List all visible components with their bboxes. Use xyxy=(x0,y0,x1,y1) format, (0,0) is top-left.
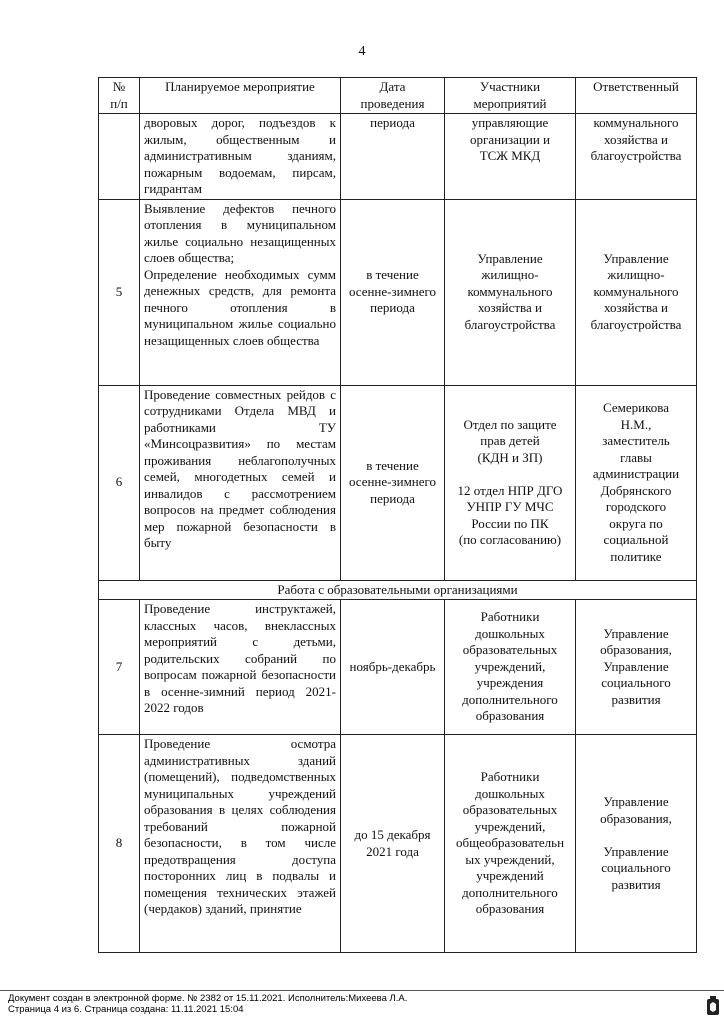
row-participants: Управление жилищно- коммунального хозяйства и благоустройства xyxy=(445,199,576,385)
footer-divider xyxy=(0,990,724,991)
row-participants: Работники дошкольных образовательных учреждений, общеобразовательн ых учреждений, учреждений дополнительного образования xyxy=(445,735,576,953)
row-event: Проведение осмотра административных зданий (помещений), подведомственных муниципальных учреждений образования в целях соблюдения требований пожарной безопасности, в том числе предотвращения доступа посторонних лиц в подвалы и помещения технических этажей (чердаков) зданий, принятие xyxy=(140,735,341,953)
row-participants: Отдел по защите прав детей (КДН и ЗП) 12 отдел НПР ДГО УНПР ГУ МЧС России по ПК (по согласованию) xyxy=(445,385,576,580)
header-date: Дата проведения xyxy=(341,78,445,114)
row-number: 8 xyxy=(99,735,140,953)
row-date: ноябрь-декабрь xyxy=(341,600,445,735)
row-participants: Работники дошкольных образовательных учреждений, учреждения дополнительного образования xyxy=(445,600,576,735)
coat-of-arms-icon xyxy=(706,995,720,1017)
row-date: до 15 декабря 2021 года xyxy=(341,735,445,953)
row-number xyxy=(99,114,140,200)
row-date: периода xyxy=(341,114,445,200)
events-table xyxy=(98,77,697,953)
row-responsible: коммунального хозяйства и благоустройства xyxy=(576,114,697,200)
table-row xyxy=(99,735,697,953)
row-event: Выявление дефектов печного отопления в муниципальном жилье социально незащищенных слоев общества; Определение необходимых сумм денежных средств, для ремонта печного отопления в муниципальном жилье социально незащищенных слоев общества xyxy=(140,199,341,385)
table-row xyxy=(99,600,697,735)
table-row xyxy=(99,199,697,385)
row-number: 7 xyxy=(99,600,140,735)
document-footer xyxy=(8,993,407,1015)
row-number: 5 xyxy=(99,199,140,385)
section-row xyxy=(99,580,697,600)
row-number: 6 xyxy=(99,385,140,580)
section-title: Работа с образовательными организациями xyxy=(99,580,697,600)
header-event: Планируемое мероприятие xyxy=(140,78,341,114)
row-event: дворовых дорог, подъездов к жилым, общественным и административным зданиям, пожарным водоемам, пирсам, гидрантам xyxy=(140,114,341,200)
row-date: в течение осенне-зимнего периода xyxy=(341,385,445,580)
row-event: Проведение совместных рейдов с сотрудниками Отдела МВД и работниками ТУ «Минсоцразвития» по местам проживания неблагополучных семей, многодетных семей и инвалидов с рассмотрением вопросов на предмет соблюдения мер пожарной безопасности в быту xyxy=(140,385,341,580)
row-participants: управляющие организации и ТСЖ МКД xyxy=(445,114,576,200)
page-number: 4 xyxy=(358,44,366,59)
footer-line-document: Документ создан в электронной форме. № 2382 от 15.11.2021. Исполнитель:Михеева Л.А. xyxy=(8,993,408,1004)
header-number: № п/п xyxy=(99,78,140,114)
table-row xyxy=(99,114,697,200)
row-responsible: Управление жилищно- коммунального хозяйства и благоустройства xyxy=(576,199,697,385)
row-responsible: Семерикова Н.М., заместитель главы администрации Добрянского городского округа по социальной политике xyxy=(576,385,697,580)
row-responsible: Управление образования, Управление социального развития xyxy=(576,600,697,735)
table-row xyxy=(99,385,697,580)
row-event: Проведение инструктажей, классных часов, внеклассных мероприятий с детьми, родительских собраний по вопросам пожарной безопасности в осенне-зимний период 2021-2022 годов xyxy=(140,600,341,735)
footer-line-page: Страница 4 из 6. Страница создана: 11.11.2021 15:04 xyxy=(8,1004,244,1015)
row-date: в течение осенне-зимнего периода xyxy=(341,199,445,385)
header-participants: Участники мероприятий xyxy=(445,78,576,114)
header-responsible: Ответственный xyxy=(576,78,697,114)
row-responsible: Управление образования, Управление социального развития xyxy=(576,735,697,953)
table-header-row xyxy=(99,78,697,114)
